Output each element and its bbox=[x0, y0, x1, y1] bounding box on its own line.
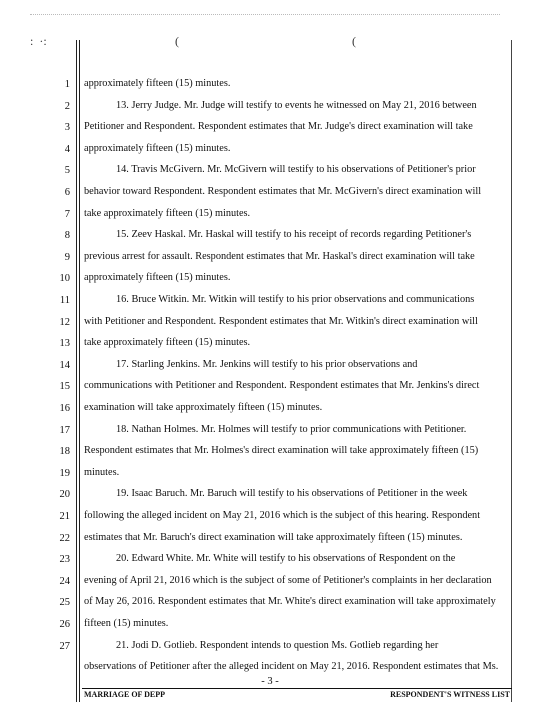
line-text: of May 26, 2016. Respondent estimates that Mr. White's direct examination will take approximately bbox=[84, 596, 496, 608]
line-number: 9 bbox=[64, 251, 70, 263]
line-text: approximately fifteen (15) minutes. bbox=[84, 78, 231, 89]
line-number: 5 bbox=[64, 165, 70, 177]
pleading-line bbox=[0, 422, 540, 443]
line-text: 21. Jodi D. Gotlieb. Respondent intends to question Ms. Gotlieb regarding her bbox=[116, 639, 439, 651]
pleading-line bbox=[0, 98, 540, 119]
line-number: 4 bbox=[64, 143, 70, 155]
scan-artifact-top bbox=[30, 14, 500, 17]
line-text: following the alleged incident on May 21, 2016 which is the subject of this hearing. Respondent bbox=[84, 510, 481, 521]
line-text: examination will take approximately fifteen (15) minutes. bbox=[84, 402, 323, 413]
pleading-line bbox=[0, 206, 540, 227]
pleading-line bbox=[0, 378, 540, 399]
line-text: 18. Nathan Holmes. Mr. Holmes will testify to prior communications with Petitioner. bbox=[116, 423, 467, 435]
pleading-line bbox=[0, 227, 540, 248]
line-text: observations of Petitioner after the alleged incident on May 21, 2016. Respondent estimates that Ms. bbox=[84, 661, 499, 673]
line-number: 25 bbox=[59, 597, 70, 609]
line-text: take approximately fifteen (15) minutes. bbox=[84, 337, 251, 349]
pleading-line bbox=[0, 616, 540, 637]
line-text: Petitioner and Respondent. Respondent estimates that Mr. Judge's direct examination will take bbox=[84, 121, 473, 133]
line-number: 16 bbox=[59, 403, 70, 414]
line-number: 11 bbox=[59, 295, 70, 306]
line-text: fifteen (15) minutes. bbox=[84, 618, 169, 629]
footer-case-title: MARRIAGE OF DEPP bbox=[84, 690, 166, 699]
line-number: 27 bbox=[59, 640, 70, 652]
line-text: 15. Zeev Haskal. Mr. Haskal will testify to his receipt of records regarding Petitioner's bbox=[116, 229, 472, 241]
line-number: 22 bbox=[59, 532, 70, 544]
line-text: approximately fifteen (15) minutes. bbox=[84, 272, 231, 284]
pleading-line bbox=[0, 465, 540, 486]
pleading-line bbox=[0, 270, 540, 291]
line-number: 23 bbox=[59, 554, 70, 566]
pleading-line bbox=[0, 76, 540, 97]
header-mark-right: ( bbox=[352, 34, 356, 48]
pleading-line bbox=[0, 292, 540, 313]
line-number: 1 bbox=[64, 79, 70, 90]
pleading-line bbox=[0, 443, 540, 464]
line-number: 8 bbox=[64, 230, 70, 242]
line-number: 13 bbox=[59, 338, 70, 350]
line-number: 18 bbox=[59, 446, 70, 458]
footer-document-title: RESPONDENT'S WITNESS LIST bbox=[390, 690, 510, 699]
pleading-line bbox=[0, 594, 540, 615]
line-text: 17. Starling Jenkins. Mr. Jenkins will testify to his prior observations and bbox=[116, 358, 418, 370]
pleading-line bbox=[0, 119, 540, 140]
line-text: evening of April 21, 2016 which is the subject of some of Petitioner's complaints in her declaration bbox=[84, 574, 492, 586]
line-number: 19 bbox=[59, 467, 70, 479]
line-number: 14 bbox=[59, 359, 70, 371]
line-text: communications with Petitioner and Respondent. Respondent estimates that Mr. Jenkins's direct bbox=[84, 380, 480, 392]
pleading-line bbox=[0, 162, 540, 183]
footer-rule bbox=[82, 688, 512, 689]
pleading-line bbox=[0, 141, 540, 162]
line-number: 15 bbox=[59, 381, 70, 393]
page-number: - 3 - bbox=[261, 676, 279, 687]
line-text: Respondent estimates that Mr. Holmes's direct examination will take approximately fifteen (15) bbox=[84, 445, 479, 457]
pleading-line bbox=[0, 184, 540, 205]
line-text: previous arrest for assault. Respondent estimates that Mr. Haskal's direct examination will take bbox=[84, 250, 475, 262]
pleading-line bbox=[0, 530, 540, 551]
line-number: 2 bbox=[64, 100, 70, 112]
line-text: minutes. bbox=[84, 466, 120, 478]
line-number: 12 bbox=[59, 316, 70, 328]
line-number: 10 bbox=[59, 273, 70, 285]
line-number: 21 bbox=[59, 511, 70, 522]
line-text: 13. Jerry Judge. Mr. Judge will testify to events he witnessed on May 21, 2016 between bbox=[116, 99, 477, 111]
pleading-line bbox=[0, 357, 540, 378]
line-number: 3 bbox=[64, 122, 70, 134]
line-text: take approximately fifteen (15) minutes. bbox=[84, 207, 251, 219]
line-text: 16. Bruce Witkin. Mr. Witkin will testify to his prior observations and communications bbox=[116, 294, 475, 305]
pleading-line bbox=[0, 249, 540, 270]
line-number: 26 bbox=[59, 619, 70, 630]
pleading-line bbox=[0, 314, 540, 335]
pleading-line bbox=[0, 486, 540, 507]
pleading-line bbox=[0, 400, 540, 421]
pleading-line bbox=[0, 573, 540, 594]
line-number: 20 bbox=[59, 489, 70, 501]
line-number: 24 bbox=[59, 575, 70, 587]
pleading-line bbox=[0, 335, 540, 356]
line-text: 20. Edward White. Mr. White will testify to his observations of Respondent on the bbox=[116, 553, 456, 565]
line-text: 19. Isaac Baruch. Mr. Baruch will testify to his observations of Petitioner in the week bbox=[116, 488, 468, 500]
scan-artifact-dots: : ·: bbox=[30, 34, 47, 48]
line-text: approximately fifteen (15) minutes. bbox=[84, 142, 231, 154]
header-mark-left: ( bbox=[175, 34, 179, 48]
line-text: with Petitioner and Respondent. Respondent estimates that Mr. Witkin's direct examination will bbox=[84, 315, 478, 327]
line-number: 7 bbox=[64, 208, 70, 220]
pleading-line bbox=[0, 638, 540, 659]
pleading-line bbox=[0, 508, 540, 529]
line-text: estimates that Mr. Baruch's direct examination will take approximately fifteen (15) minutes. bbox=[84, 531, 463, 543]
pleading-line bbox=[0, 551, 540, 572]
line-number: 6 bbox=[64, 187, 70, 198]
line-text: 14. Travis McGivern. Mr. McGivern will testify to his observations of Petitioner's prior bbox=[116, 164, 476, 176]
line-number: 17 bbox=[59, 424, 70, 436]
line-text: behavior toward Respondent. Respondent estimates that Mr. McGivern's direct examination will bbox=[84, 186, 482, 197]
